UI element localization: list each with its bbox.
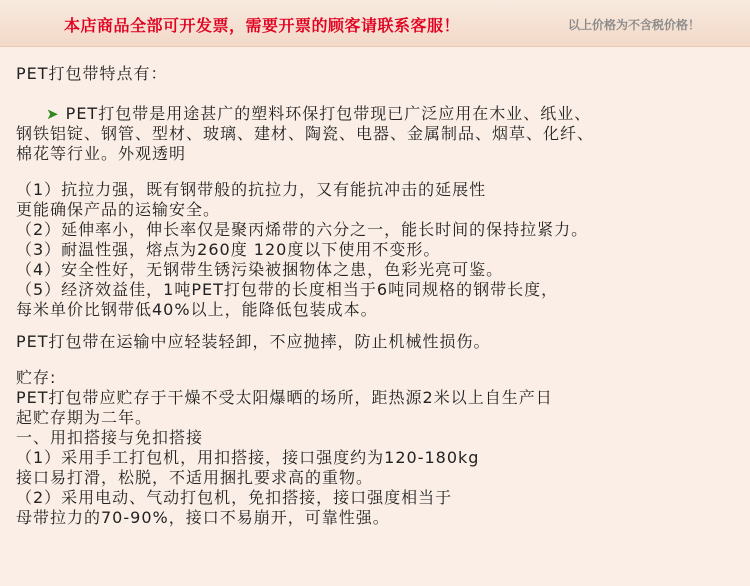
feature-line: （4）安全性好，无钢带生锈污染被捆物体之患，色彩光亮可鉴。	[16, 260, 504, 279]
joining-line: （2）采用电动、气动打包机，免扣搭接，接口强度相当于	[16, 488, 453, 507]
product-description	[16, 64, 736, 528]
feature-line: 更能确保产品的运输安全。	[16, 200, 221, 219]
transport-note: PET打包带在运输中应轻装轻卸，不应抛摔，防止机械性损伤。	[16, 332, 491, 351]
arrow-bullet-icon: ➤	[46, 105, 60, 123]
tax-notice: 以上价格为不含税价格！	[568, 18, 701, 32]
intro-line	[16, 104, 736, 124]
intro-line: 钢铁铝锭、钢管、型材、玻璃、建材、陶瓷、电器、金属制品、烟草、化纤、	[16, 124, 595, 143]
feature-line: （3）耐温性强，熔点为260度 120度以下使用不变形。	[16, 240, 441, 259]
feature-line: （5）经济效益佳，1吨PET打包带的长度相当于6吨同规格的钢带长度，	[16, 280, 559, 299]
intro-line: 棉花等行业。外观透明	[16, 144, 187, 163]
feature-line: （1）抗拉力强，既有钢带般的抗拉力，又有能抗冲击的延展性	[16, 180, 487, 199]
joining-line: （1）采用手工打包机，用扣搭接，接口强度约为120-180kg	[16, 448, 480, 467]
joining-line: 母带拉力的70-90%，接口不易崩开，可靠性强。	[16, 508, 390, 527]
storage-heading: 贮存:	[16, 368, 57, 387]
storage-line: 起贮存期为二年。	[16, 408, 153, 427]
joining-line: 一、用扣搭接与免扣搭接	[16, 428, 204, 447]
intro-text: PET打包带是用途甚广的塑料环保打包带现已广泛应用在木业、纸业、	[65, 104, 592, 123]
notice-banner	[0, 0, 750, 47]
feature-line: 每米单价比钢带低40%以上，能降低包装成本。	[16, 300, 378, 319]
feature-line: （2）延伸率小，伸长率仅是聚丙烯带的六分之一，能长时间的保持拉紧力。	[16, 220, 589, 239]
invoice-notice: 本店商品全部可开发票，需要开票的顾客请联系客服！	[64, 16, 461, 35]
storage-line: PET打包带应贮存于干燥不受太阳爆晒的场所，距热源2米以上自生产日	[16, 388, 553, 407]
features-heading: PET打包带特点有：	[16, 64, 168, 83]
joining-line: 接口易打滑，松脱，不适用捆扎要求高的重物。	[16, 468, 374, 487]
